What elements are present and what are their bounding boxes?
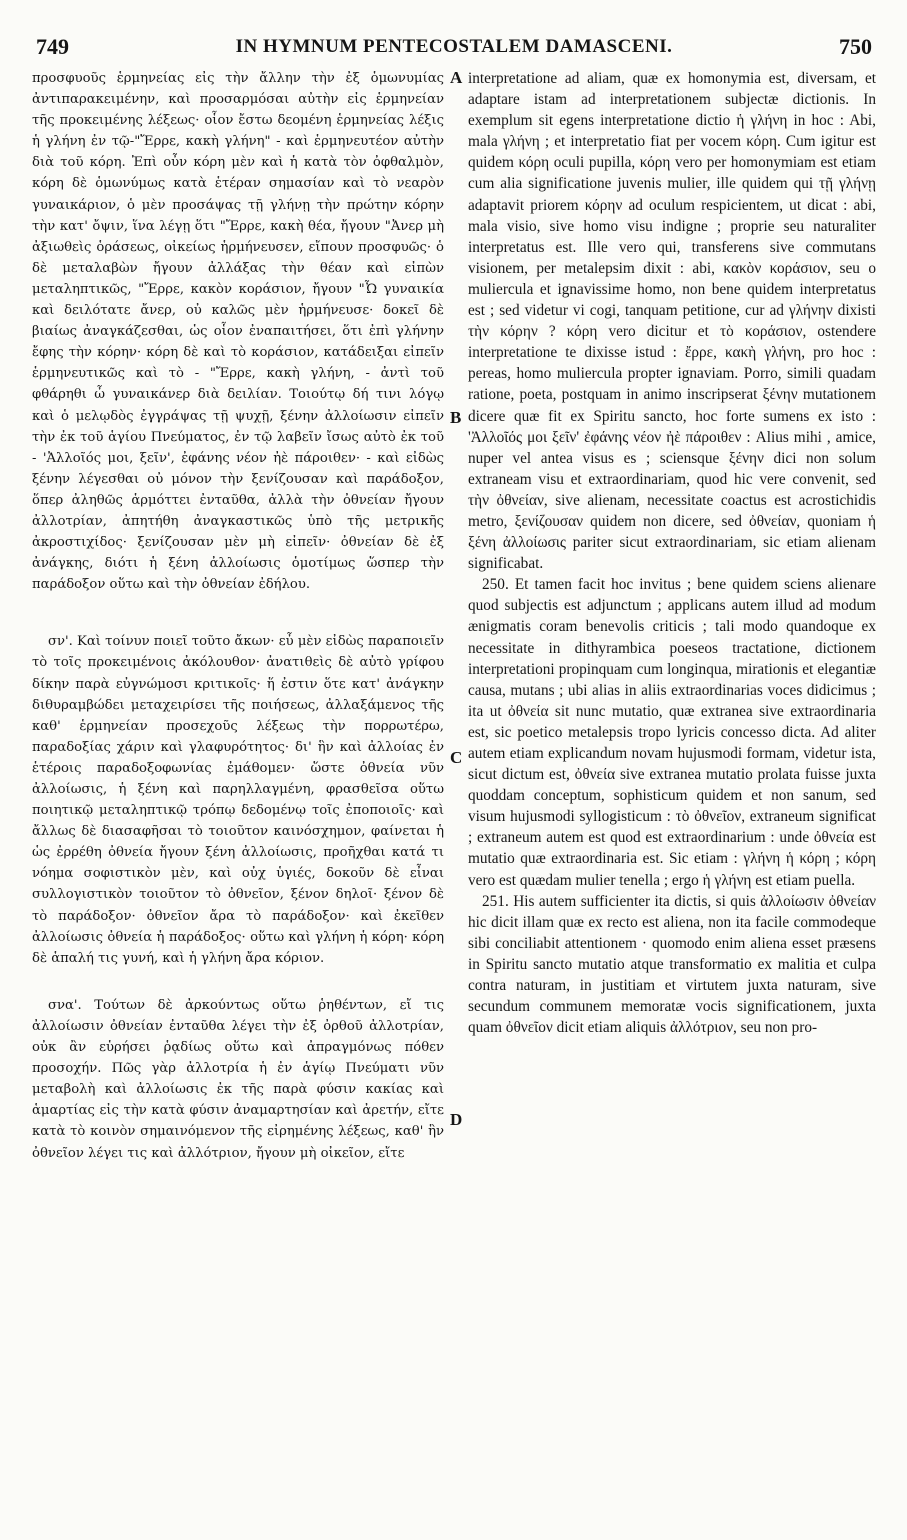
latin-paragraph-251: 251. His autem sufficienter ita dictis, si quis ἀλλοίωσιν ὀθνείαν hic dicit illam quæ ex recto est aliena, non ita facile commodeque sibi conciliabit attentionem · quomodo enim aliena esset præsens in Spiritu sancto mutatio atque transformatio ex malitia et culpa contra naturam, in justitiam et virtutem juxta naturam, sive secundum communem memoratæ vocis significationem, juxta quam ὀθνεῖον dicit etiam aliquis ἀλλότριον, seu non pro- [468,892,876,1037]
page-number-right: 750 [839,34,872,59]
latin-paragraph-1: interpretatione ad aliam, quæ ex homonymia est, diversam, et adaptare istam ad interpretationem subjectæ dictionis. In exemplum sit egens interpretatione dictio ἡ γλήνη in hoc : Abi, mala γλήνη ; et interpretatio fiat per vocem κόρη. Cum igitur est quidem κόρη oculi pupilla, κόρη vero per homonymiam est etiam cum alia significatione juvenis mulier, ille quidem qui τῇ γλήνῃ adaptavit priorem κόρην ad oculum respicientem, ut dicat : abi, mala visio, sive homo visu indigne ; proprie seu naturaliter interpretatus est. Ille vero qui, transferens sive commutans visionem, per metalepsim dixit : abi, κακὸν κοράσιον, seu o muliercula et ignavissime homo, non bene quidem interpretatus est ; sed videtur vi cogi, tanquam petitione, cur ad γλήνην dixisti τὴν κόρην ? κόρη vero dicitur et τὸ κοράσιον, ostendere interpretatione te dixisse istud : ἔρρε, κακὴ γλήνη, pro hoc : pereas, homo muliercula propter ignaviam. Porro, simili quadam ratione, poeta, postquam in animo inscripserat ξένην mutationem dicere quæ fit ex Spiritu sancto, hoc forte sumens ex isto : 'Ἀλλοῖός μοι ξεῖν' ἐφάνης νέον ἠὲ πάροιθεν : Alius mihi , amice, nuper vel antea visus es ; sciensque ξένην dici non solum extraneam visu et extraordinariam, quod hic vere convenit, sed τὴν ὀθνείαν, sive alienam, necessitate coactus est acrostichidis metro, ξενίζουσαν quidem non dicere, sed ὀθνείαν, quoniam ἡ ξένη ἀλλοίωσις pariter sicut extraordinariam, sic etiam alienam significabat. [468,70,876,573]
margin-marker-b: B [450,408,462,427]
greek-column [32,68,444,1518]
latin-paragraph-250: 250. Et tamen facit hoc invitus ; bene quidem sciens alienare quod subjectis est adjunctum ; applicans autem illud ad modum ænigmatis coram benevolis criticis ; tali modo quandoque ex necessitate in dithyrambica poeseos tractatione, dictionem interpretationi propinquam cum longinqua, mirationis et elegantiæ causa, mutans ; ubi alias in aliis extraordinarias voces didicimus ; ita ut ὀθνεία sit nunc mutatio, quæ extranea sive extraordinaria est, sic poetico metalepsis tropo lyricis concesso dicta. Ad aliter autem etiam explicandum novam hujusmodi formam, videtur ista, sicut dictum est, ὀθνεία sive extranea mutatio prolata fuisse juxta quoddam conceptum, sophisticum quidem et non sanum, sed visum hujusmodi syllogisticum : τὸ ὀθνεῖον, extraneum significat ; extraneum autem est quod est extraordinarium : unde ὀθνεία est mutatio quæ extraordinaria est. Sic etiam : γλήνη ἡ κόρη ; κόρη vero est quædam mulier tenella ; ergo ἡ γλήνη est etiam puella. [468,576,876,889]
margin-marker-a: A [450,68,463,87]
margin-marker-d: D [450,1110,463,1129]
greek-paragraph-1: προσφυοῦς ἑρμηνείας εἰς τὴν ἄλλην τὴν ἐξ ὁμωνυμίας ἀντιπαρακειμένην, καὶ προσαρμόσαι αὐτὴν εἰς ἑρμηνείαν τῆς προκειμένης λέξεως· οἷον ἔστω δεομένη ἑρμηνείας λέξις ἡ γλήνη ἐν τῷ-"Ἔρρε, κακὴ γλήνη" - καὶ ἑρμηνευτέον αὐτὴν διὰ τοῦ κόρη. Ἐπὶ οὖν κόρη μὲν καὶ ἡ κατὰ τὸν ὀφθαλμὸν, κόρη δὲ ὁμωνύμως κατὰ ἑτέραν σημασίαν καὶ τὸ νεαρὸν γυναικάριον, ὁ μὲν προσάψας τῇ γλήνῃ τὴν πρώτην κόρην τὴν κατ' ὄψιν, ἵνα λέγῃ ὅτι "Ἔρρε, κακὴ θέα, ἤγουν "Ἀνερ μὴ ἀξιωθεὶς ὁράσεως, οἰκείως ἡρμήνευσεν, εἴπουν προσφυῶς· ὁ δὲ μεταλαβὼν ἤγουν ἀλλάξας τὴν θέαν καὶ εἰπὼν μεταληπτικῶς, "Ἔρρε, κακὸν κοράσιον, ἤγουν "Ὦ γυναικία καὶ δειλότατε ἄνερ, οὐ καλῶς μὲν ἡρμήνευσε· δοκεῖ δὲ βιαίως ἀναγκάζεσθαι, ὡς οἷον ἐναπαιτήσει, ὅτι ἐπὶ γλήνην ἔφης τὴν κόρην· κόρη δὲ καὶ τὸ κοράσιον, κατάδειξαι εἰπεῖν ἑρμηνευτικῶς καὶ τὸ - "Ἔρρε, κακὴ γλήνη, - ἀντὶ τοῦ φθάρηθι ὦ γυναικάνερ διὰ δειλίαν. Τοιούτῳ δή τινι λόγῳ καὶ ὁ μελῳδὸς ἐγγράψας τῇ ψυχῇ, ξένην ἀλλοίωσιν εἰπεῖν τὴν ἐκ τοῦ ἁγίου Πνεύματος, ἐν τῷ λαβεῖν ἴσως αὐτὸ ἐκ τοῦ - 'Ἀλλοῖός μοι, ξεῖν', ἐφάνης νέον ἠὲ πάροιθεν· - καὶ εἰδὼς ξένην λέγεσθαι οὐ μόνον τὴν ξενίζουσαν καὶ παράδοξον, ὅπερ ἀληθῶς ἁρμόττει ἐνταῦθα, ἀλλὰ τὴν ὀθνείαν ἤγουν ἀλλοτρίαν, ἀπητήθη ἀναγκαστικῶς ὑπὸ τῆς μετρικῆς ἀκροστιχίδος· ξενίζουσαν μὲν μὴ εἰπεῖν· ὀθνείαν δὲ ἐξ ἀνάγκης, διότι ἡ ξένη ἀλλοίωσις ὁμοτίμως ὥσπερ τὴν παράδοξον οὕτω καὶ τὴν ὀθνείαν ἐδήλου. [32,71,444,593]
margin-marker-c: C [450,748,463,767]
page-number-left: 749 [36,34,69,59]
page-header [36,34,872,64]
greek-paragraph-250: σν'. Καὶ τοίνυν ποιεῖ τοῦτο ἄκων· εὖ μὲν εἰδὼς παραποιεῖν τὸ τοῖς προκειμένοις ἀκόλουθον· ἀνατιθεὶς δὲ αὐτὸ γρίφου δίκην παρὰ εὐγνώμοσι κριτικοῖς· ἥ ἐστιν ὅτε κατ' ἀνάγκην διθυραμβώδει μεταχειρίσει τῆς ποιήσεως, ἀλλαξάμενος τῆς καθ' ἑρμηνείαν προσεχοῦς λέξεως τὴν πορρωτέρω, παραδοξίας χάριν καὶ γλαφυρότητος· δι' ἣν καὶ ἀλλοίας ἐν ἑτέροις παραδοξοφωνίας ἐμάθομεν· ὥστε ὀθνεία νῦν ἀλλοίωσις, ἡ ξένη καὶ παρηλλαγμένη, φρασθεῖσα οὕτω ποιητικῷ μεταληπτικῷ τρόπῳ δεδομένῳ τοῖς ἐποποιοῖς· καὶ ἄλλως δὲ διασαφῆσαι τὸ τοιοῦτον καινόσχημον, φαίνεται ἡ ὡς ἐρρέθη ὀθνεία ἤγουν ξένη ἀλλοίωσις, προῆχθαι κατά τι νόημα σοφιστικὸν μὲν, καὶ οὐχ ὑγιές, δοκοῦν δὲ εἶναι συλλογιστικὸν τοιοῦτον τὸ ὀθνεῖον, ξένον δηλοῖ· ξένον δὲ τὸ παράδοξον· ὀθνεῖον ἄρα τὸ παράδοξον· καὶ ἐκεῖθεν ἀλλοίωσις ὀθνεία ἡ παράδοξος· οὕτω καὶ γλήνη ἡ κόρη· κόρη δὲ ἁπαλή τις γυνή, καὶ ἡ γλήνη ἄρα κόριον. [32,634,444,966]
latin-column [468,68,876,1518]
running-title: IN HYMNUM PENTECOSTALEM DAMASCENI. [235,36,673,57]
greek-paragraph-251: σνα'. Τούτων δὲ ἀρκούντως οὕτω ῥηθέντων, εἴ τις ἀλλοίωσιν ὀθνείαν ἐνταῦθα λέγει τὴν ἐξ ὀρθοῦ ἀλλοτρίαν, οὐκ ἂν εὑρήσει ῥᾳδίως οὕτω καὶ ἀπραγμόνως πόθεν προσοχήν. Πῶς γὰρ ἀλλοτρία ἡ ἐν ἁγίῳ Πνεύματι νῦν μεταβολὴ καὶ ἀλλοίωσις ἐκ τῆς παρὰ φύσιν κακίας καὶ ἁμαρτίας εἰς τὴν κατὰ φύσιν ἀναμαρτησίαν καὶ ἀρετήν, εἴτε κατὰ τὸ κοινὸν σημαινόμενον τῆς εἰρημένης λέξεως, καθ' ἣν ὀθνεῖον λέγει τις καὶ ἀλλότριον, ἤγουν μὴ οἰκεῖον, εἴτε [32,997,444,1161]
